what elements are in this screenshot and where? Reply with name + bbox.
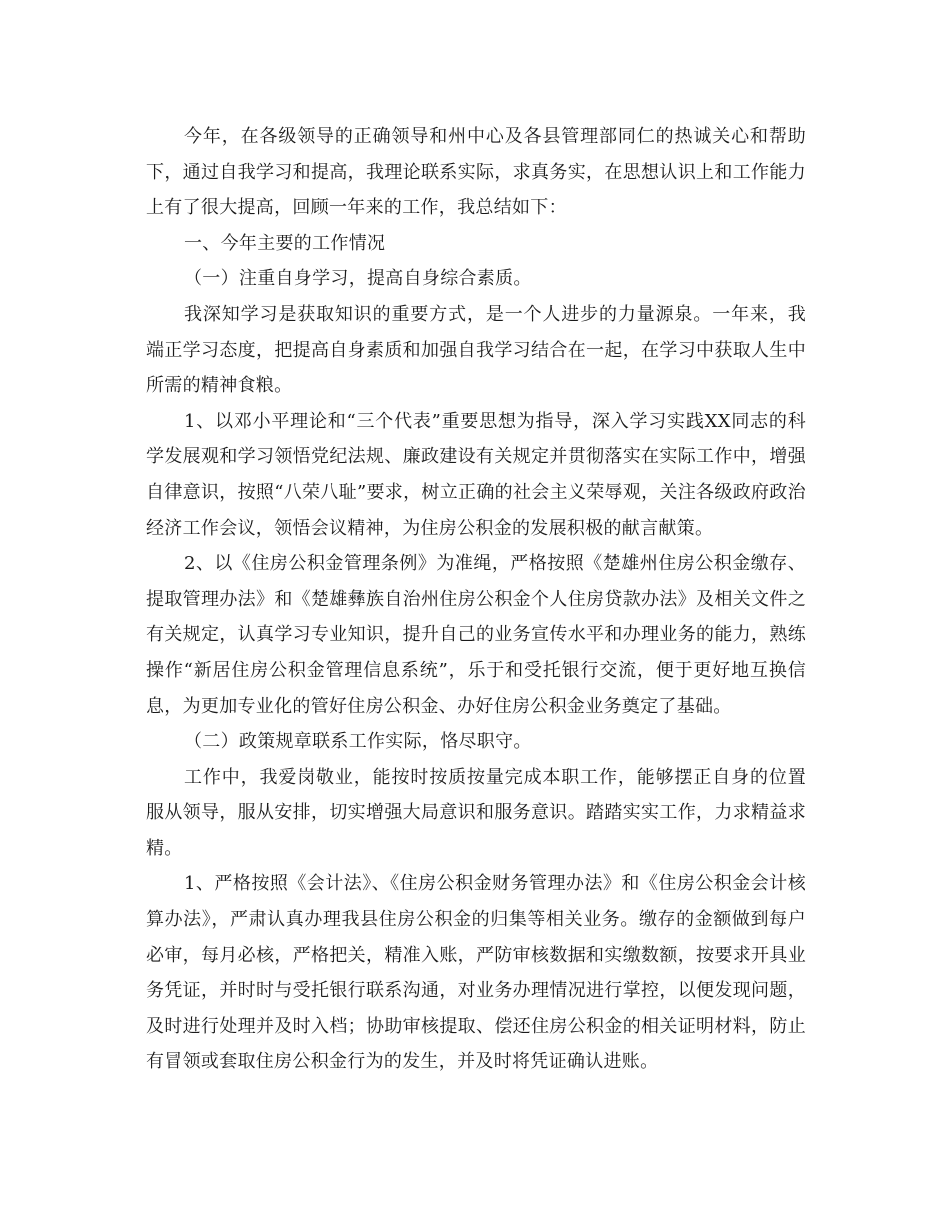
subsection-heading-policy: （二）政策规章联系工作实际，恪尽职守。 (184, 731, 532, 753)
document-body (146, 119, 806, 1080)
numbered-paragraph: 1、严格按照《会计法》、《住房公积金财务管理办法》和《住房公积金会计核算办法》，严肃认真办理我县住房公积金的归集等相关业务。缴存的金额做到每户必审，每月必核，严格把关，精准入账，严防审核数据和实缴数额，按要求开具业务凭证，并时时与受托银行联系沟通，对业务办理情况进行掌控，以便发现问题，及时进行处理并及时入档；协助审核提取、偿还住房公积金的相关证明材料，防止有冒领或套取住房公积金行为的发生，并及时将凭证确认进账。 (146, 873, 806, 1073)
body-paragraph: 工作中，我爱岗敬业，能按时按质按量完成本职工作，能够摆正自身的位置服从领导，服从安排，切实增强大局意识和服务意识。踏踏实实工作，力求精益求精。 (146, 766, 806, 859)
numbered-paragraph: 2、以《住房公积金管理条例》为准绳，严格按照《楚雄州住房公积金缴存、提取管理办法》和《楚雄彝族自治州住房公积金个人住房贷款办法》及相关文件之有关规定，认真学习专业知识，提升自己的业务宣传水平和办理业务的能力，熟练操作“新居住房公积金管理信息系统”，乐于和受托银行交流，便于更好地互换信息，为更加专业化的管好住房公积金、办好住房公积金业务奠定了基础。 (146, 553, 806, 717)
numbered-paragraph: 1、以邓小平理论和“三个代表”重要思想为指导，深入学习实践XX同志的科学发展观和学习领悟党纪法规、廉政建设有关规定并贯彻落实在实际工作中，增强自律意识，按照“八荣八耻”要求，树立正确的社会主义荣辱观，关注各级政府政治经济工作会议，领悟会议精神，为住房公积金的发展积极的献言献策。 (146, 410, 806, 539)
section-heading-work-overview: 一、今年主要的工作情况 (184, 232, 386, 254)
subsection-heading-self-study: （一）注重自身学习，提高自身综合素质。 (184, 268, 532, 290)
intro-paragraph: 今年，在各级领导的正确领导和州中心及各县管理部同仁的热诚关心和帮助下，通过自我学习和提高，我理论联系实际，求真务实，在思想认识上和工作能力上有了很大提高，回顾一年来的工作，我总结如下： (146, 126, 806, 219)
body-paragraph: 我深知学习是获取知识的重要方式，是一个人进步的力量源泉。一年来，我端正学习态度，把提高自身素质和加强自我学习结合在一起，在学习中获取人生中所需的精神食粮。 (146, 303, 806, 397)
